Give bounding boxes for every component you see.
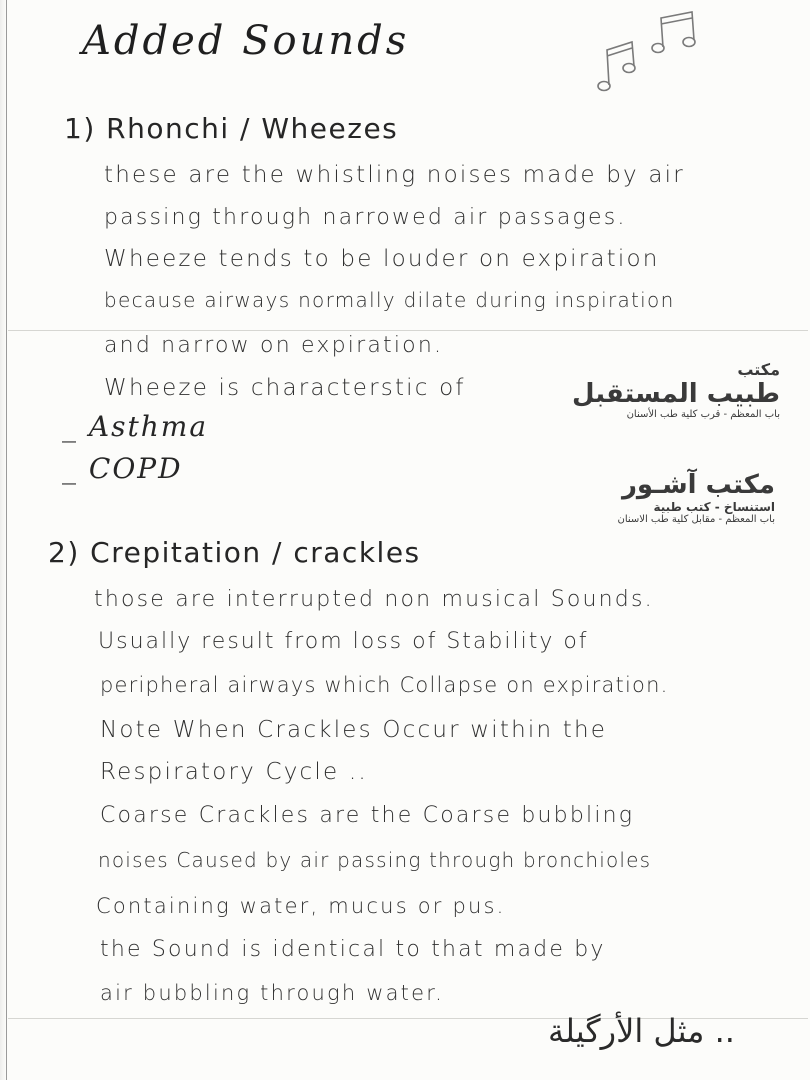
library-stamp [560, 470, 775, 525]
page-title: Added Sounds [82, 18, 410, 64]
page-left-margin [6, 0, 7, 1080]
stamp-line: باب المعظم - قرب كلية طب الأسنان [626, 409, 780, 420]
section2-line: air bubbling through water. [100, 981, 445, 1005]
arabic-note: مثل الأرگيلة .. [548, 1012, 735, 1050]
stamp-line: طبيب المستقبل [572, 379, 780, 409]
section1-line: these are the whistling noises made by air [104, 162, 685, 188]
section2-heading: 2) Crepitation / crackles [48, 536, 421, 569]
section1-line: Wheeze is characterstic of [104, 375, 466, 401]
section1-line: because airways normally dilate during inspiration [104, 288, 675, 312]
library-stamp [560, 360, 780, 420]
bullet-item: _ COPD [62, 452, 183, 485]
section2-line: Usually result from loss of Stability of [98, 629, 589, 654]
section1-line: passing through narrowed air passages. [104, 205, 627, 230]
section2-line: Note When Crackles Occur within the [100, 717, 608, 743]
bullet-item: _ Asthma [62, 410, 209, 443]
stamp-line: مكتب آشـور [621, 470, 775, 500]
stamp-line: استنساخ - كتب طبية [653, 500, 775, 514]
stamp-line: باب المعظم - مقابل كلية طب الاسنان [617, 514, 775, 525]
section2-line: those are interrupted non musical Sounds. [94, 587, 654, 612]
section1-heading: 1) Rhonchi / Wheezes [64, 112, 399, 145]
section2-line: noises Caused by air passing through bronchioles [98, 848, 652, 872]
stamp-line: مكتب [737, 360, 780, 379]
music-notes-icon [588, 6, 698, 98]
section2-line: the Sound is identical to that made by [100, 937, 606, 962]
section1-line: Wheeze tends to be louder on expiration [104, 246, 660, 272]
section2-line: Respiratory Cycle .. [100, 759, 368, 785]
section2-line: Containing water, mucus or pus. [96, 894, 506, 918]
rule-line [8, 330, 808, 331]
section2-line: Coarse Crackles are the Coarse bubbling [100, 803, 635, 828]
section2-line: peripheral airways which Collapse on expiration. [100, 673, 669, 697]
section1-line: and narrow on expiration. [104, 333, 444, 358]
